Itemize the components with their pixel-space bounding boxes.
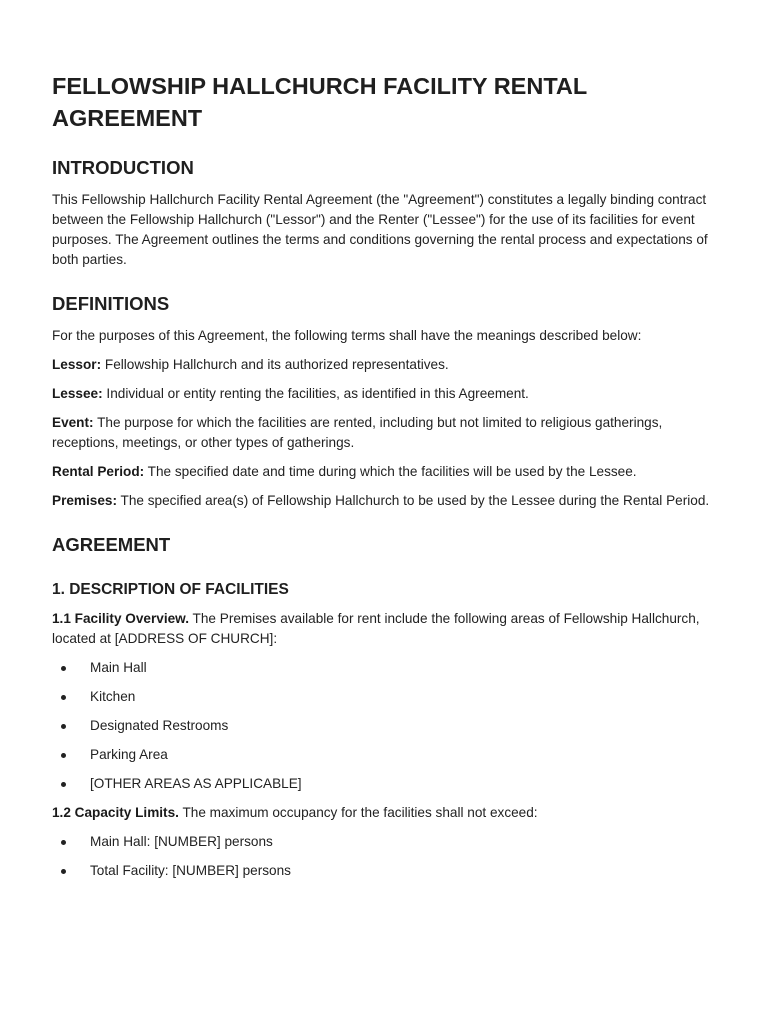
list-item: Kitchen bbox=[52, 687, 718, 707]
facility-overview bbox=[52, 609, 718, 649]
introduction-heading: INTRODUCTION bbox=[52, 157, 194, 178]
definition-rental-period bbox=[52, 462, 718, 482]
list-item: Total Facility: [NUMBER] persons bbox=[52, 861, 718, 881]
bullet-icon bbox=[61, 840, 66, 845]
definition-text: Fellowship Hallchurch and its authorized representatives. bbox=[101, 357, 449, 372]
capacity-limits bbox=[52, 803, 718, 823]
list-item: Main Hall bbox=[52, 658, 718, 678]
bullet-icon bbox=[61, 753, 66, 758]
list-item: [OTHER AREAS AS APPLICABLE] bbox=[52, 774, 718, 794]
definition-text: Individual or entity renting the facilities, as identified in this Agreement. bbox=[102, 386, 529, 401]
definition-text: The purpose for which the facilities are rented, including but not limited to religious gatherings, receptions, meetings, or other types of gatherings. bbox=[52, 415, 663, 450]
definition-term: Event: bbox=[52, 415, 94, 430]
bullet-icon bbox=[61, 695, 66, 700]
list-item: Designated Restrooms bbox=[52, 716, 718, 736]
definition-text: The specified area(s) of Fellowship Hallchurch to be used by the Lessee during the Rental Period. bbox=[117, 493, 710, 508]
definition-term: Lessee: bbox=[52, 386, 103, 401]
facility-areas-list bbox=[52, 658, 718, 794]
capacity-list bbox=[52, 832, 718, 881]
bullet-icon bbox=[61, 666, 66, 671]
definitions-intro: For the purposes of this Agreement, the following terms shall have the meanings described below: bbox=[52, 328, 642, 343]
bullet-icon bbox=[61, 724, 66, 729]
agreement-heading: AGREEMENT bbox=[52, 534, 171, 555]
definition-term: Lessor: bbox=[52, 357, 102, 372]
definition-term: Premises: bbox=[52, 493, 117, 508]
definition-premises bbox=[52, 491, 718, 511]
definition-lessee bbox=[52, 384, 718, 404]
clause-label: 1.1 Facility Overview. bbox=[52, 611, 190, 626]
bullet-icon bbox=[61, 869, 66, 874]
clause-text: The Premises available for rent include the following areas of Fellowship Hallchurch, located at [ADDRESS OF CHURCH]: bbox=[52, 611, 700, 646]
list-item: Main Hall: [NUMBER] persons bbox=[52, 832, 718, 852]
document-title: FELLOWSHIP HALLCHURCH FACILITY RENTAL AGREEMENT bbox=[52, 73, 587, 131]
definition-text: The specified date and time during which the facilities will be used by the Lessee. bbox=[144, 464, 637, 479]
definition-event bbox=[52, 413, 718, 453]
clause-text: The maximum occupancy for the facilities shall not exceed: bbox=[178, 805, 538, 820]
list-item: Parking Area bbox=[52, 745, 718, 765]
bullet-icon bbox=[61, 782, 66, 787]
definitions-heading: DEFINITIONS bbox=[52, 293, 170, 314]
introduction-text: This Fellowship Hallchurch Facility Rental Agreement (the "Agreement") constitutes a legally binding contract between the Fellowship Hallchurch ("Lessor") and the Renter ("Lessee") for the use of its facilities for event purposes. The Agreement outlines the terms and conditions governing the rental process and expectations of both parties. bbox=[52, 192, 708, 267]
clause-label: 1.2 Capacity Limits. bbox=[52, 805, 179, 820]
section-1-heading: 1. DESCRIPTION OF FACILITIES bbox=[52, 581, 289, 598]
definition-term: Rental Period: bbox=[52, 464, 145, 479]
definition-lessor bbox=[52, 355, 718, 375]
